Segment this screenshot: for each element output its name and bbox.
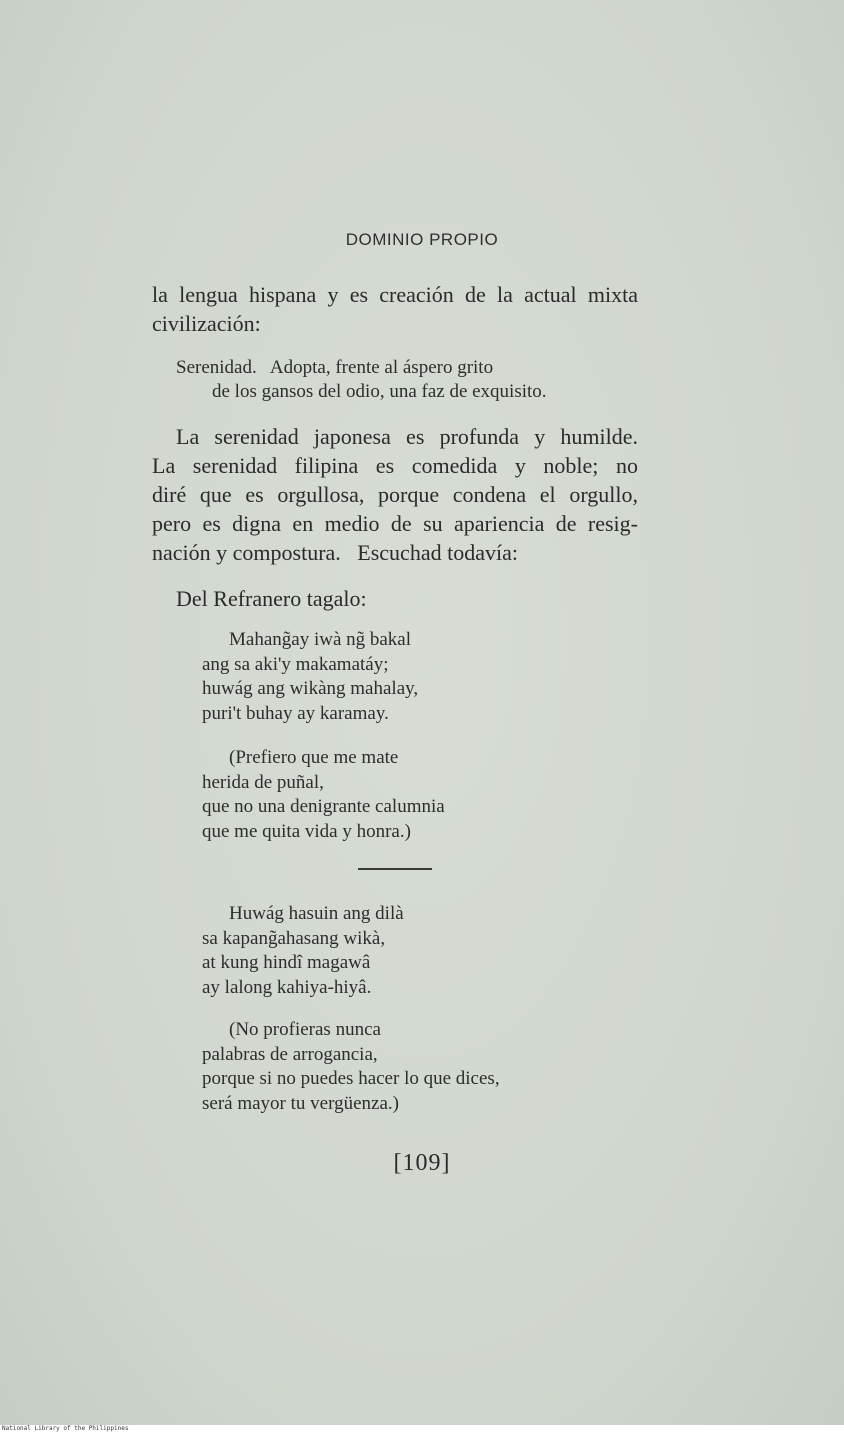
verse-line: (Prefiero que me mate [229, 747, 399, 768]
verse-line: puri't buhay ay karamay. [202, 702, 389, 724]
text-line: la lengua hispana y es creación de la actual mixta [152, 282, 638, 307]
verse-line: Serenidad. Adopta, frente al áspero grito [176, 357, 494, 378]
library-credit: National Library of the Philippines [2, 1425, 129, 1432]
text-line: pero es digna en medio de su apariencia de resig- [152, 511, 638, 536]
verse-line: huwág ang wikàng mahalay, [202, 678, 419, 699]
stanza-tagalog-2 [202, 902, 404, 1000]
stanza-translation-1 [202, 746, 445, 844]
verse-line: herida de puñal, [202, 771, 324, 793]
verse-line: Mahang̃ay iwà ng̃ bakal [229, 629, 412, 650]
text-line: nación y compostura. Escuchad todavía: [152, 540, 518, 565]
text-line: civilización: [152, 311, 261, 336]
verse-line: palabras de arrogancia, [202, 1043, 378, 1065]
stanza-tagalog-1 [202, 628, 418, 726]
text-line: La serenidad japonesa es profunda y humilde. [176, 424, 638, 449]
stanza-translation-2 [202, 1018, 500, 1116]
paragraph-serenidad [152, 422, 638, 567]
verse-line: porque si no puedes hacer lo que dices, [202, 1068, 500, 1089]
verse-line: sa kapang̃ahasang wikà, [202, 927, 386, 949]
epigraph-verse [176, 356, 547, 404]
footer-strip [0, 1425, 844, 1433]
section-divider [358, 868, 432, 870]
paragraph-continuation [152, 280, 638, 338]
verse-line: ay lalong kahiya-hiyâ. [202, 976, 372, 998]
text-line: La serenidad filipina es comedida y noble; no [152, 453, 638, 478]
verse-line: de los gansos del odio, una faz de exquisito. [212, 381, 547, 402]
running-head: DOMINIO PROPIO [345, 230, 499, 249]
subheading: Del Refranero tagalo: [176, 586, 367, 611]
page-number: [109] [393, 1150, 451, 1176]
verse-line: (No profieras nunca [229, 1019, 381, 1040]
verse-line: Huwág hasuin ang dilà [229, 903, 404, 924]
verse-line: ang sa aki'y makamatáy; [202, 653, 389, 675]
verse-line: que me quita vida y honra.) [202, 820, 411, 842]
verse-line: at kung hindî magawâ [202, 952, 371, 973]
verse-line: será mayor tu vergüenza.) [202, 1092, 399, 1114]
verse-line: que no una denigrante calumnia [202, 796, 445, 817]
text-line: diré que es orgullosa, porque condena el orgullo, [152, 482, 638, 507]
